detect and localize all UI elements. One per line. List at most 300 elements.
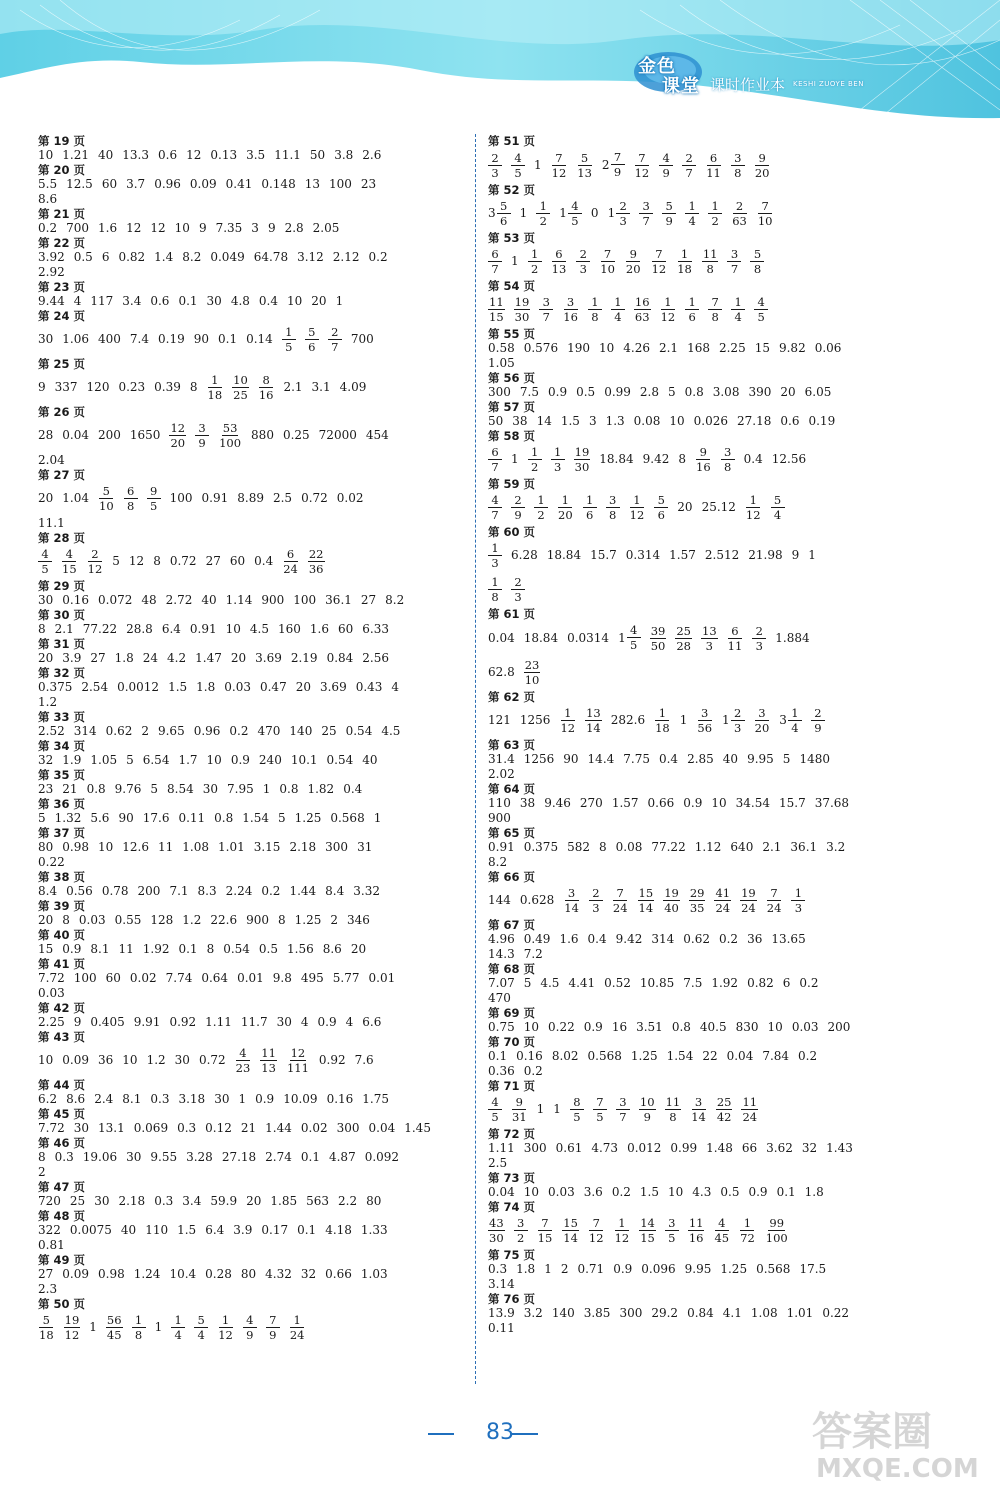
whole-part: 1 bbox=[722, 713, 730, 727]
answer-value: 90 bbox=[193, 332, 209, 346]
numerator: 1 bbox=[588, 295, 602, 310]
fraction bbox=[639, 199, 653, 228]
answer-value: 3.5 bbox=[246, 148, 266, 162]
numerator: 11 bbox=[702, 247, 718, 261]
answer-value: 2.8 bbox=[639, 385, 659, 399]
answer-line bbox=[488, 293, 928, 327]
answer-value: 32 bbox=[38, 753, 54, 767]
denominator: 6 bbox=[499, 213, 508, 228]
answer-value: 7.74 bbox=[165, 971, 193, 985]
answer-value: 40 bbox=[722, 752, 739, 766]
page-section-title: 第 35 页 bbox=[38, 768, 86, 782]
answer-value: 14.3 bbox=[488, 947, 515, 961]
numerator: 9 bbox=[626, 247, 640, 262]
answer-value: 31 bbox=[357, 840, 373, 854]
answer-value: 7.5 bbox=[519, 385, 539, 399]
answer-value: 8 bbox=[38, 622, 46, 636]
answer-value: 60 bbox=[101, 177, 118, 191]
answer-value: 40 bbox=[201, 593, 217, 607]
answer-value: 1.05 bbox=[90, 753, 118, 767]
fraction bbox=[611, 150, 625, 179]
answer-value: 700 bbox=[350, 332, 374, 346]
answer-value: 0.98 bbox=[98, 1267, 125, 1281]
answer-value: 0.22 bbox=[822, 1306, 850, 1320]
fraction bbox=[282, 325, 296, 354]
page-section-title: 第 64 页 bbox=[488, 782, 536, 796]
answer-value: 0.92 bbox=[318, 1053, 346, 1067]
fraction bbox=[754, 151, 771, 180]
answer-line bbox=[488, 1093, 928, 1127]
denominator: 8 bbox=[608, 508, 617, 522]
numerator: 1 bbox=[528, 247, 542, 262]
answer-value: 15.7 bbox=[778, 796, 806, 810]
answer-value: 880 bbox=[251, 428, 274, 442]
answer-value: 4.96 bbox=[488, 932, 515, 946]
answer-value: 200 bbox=[98, 428, 121, 442]
fraction bbox=[727, 624, 744, 653]
numerator: 5 bbox=[305, 325, 319, 340]
page-section-title: 第 30 页 bbox=[38, 608, 86, 622]
answer-value: 3.2 bbox=[826, 840, 846, 854]
numerator: 1 bbox=[132, 1313, 146, 1328]
denominator: 50 bbox=[650, 638, 666, 653]
denominator: 5 bbox=[630, 638, 638, 652]
answer-value: 4.8 bbox=[230, 294, 250, 308]
denominator: 9 bbox=[814, 721, 822, 735]
answer-line bbox=[38, 250, 468, 265]
page-section-title: 第 47 页 bbox=[38, 1180, 86, 1194]
numerator: 2 bbox=[733, 199, 747, 214]
answer-value: 1 bbox=[808, 548, 816, 562]
denominator: 5 bbox=[514, 165, 522, 180]
answer-value: 337 bbox=[54, 380, 78, 394]
numerator: 6 bbox=[728, 624, 742, 639]
fraction bbox=[731, 151, 745, 180]
numerator: 5 bbox=[194, 1313, 208, 1328]
answer-line bbox=[38, 453, 468, 468]
answer-line bbox=[488, 148, 928, 183]
answer-value: 0.0314 bbox=[567, 630, 610, 645]
answer-value: 27.18 bbox=[221, 1150, 257, 1164]
answer-value: 0.72 bbox=[169, 554, 197, 568]
answer-value: 2.1 bbox=[283, 380, 303, 394]
denominator: 24 bbox=[715, 901, 731, 915]
numerator: 11 bbox=[261, 1046, 276, 1060]
page-section-title: 第 45 页 bbox=[38, 1107, 86, 1121]
denominator: 9 bbox=[246, 1328, 254, 1342]
numerator: 3 bbox=[639, 199, 653, 214]
answer-value: 2.5 bbox=[488, 1156, 508, 1170]
answer-value: 100 bbox=[293, 593, 317, 607]
answer-value: 0.568 bbox=[756, 1262, 791, 1276]
answer-value: 0.99 bbox=[670, 1141, 698, 1155]
answer-value: 7.4 bbox=[129, 332, 149, 346]
denominator: 24 bbox=[741, 901, 756, 915]
page-section-title: 第 50 页 bbox=[38, 1297, 86, 1311]
answer-value: 1.82 bbox=[307, 782, 335, 796]
numerator: 7 bbox=[611, 150, 625, 165]
answer-value: 8.2 bbox=[182, 250, 202, 264]
answer-value: 20 bbox=[350, 942, 367, 956]
answer-value: 0.4 bbox=[254, 554, 274, 568]
numerator: 4 bbox=[243, 1313, 257, 1328]
numerator: 1 bbox=[583, 493, 597, 508]
denominator: 3 bbox=[491, 556, 499, 570]
answer-value: 30 bbox=[214, 1092, 230, 1106]
answer-value: 0.99 bbox=[604, 385, 631, 399]
fraction bbox=[511, 493, 525, 522]
answer-value: 11 bbox=[158, 840, 174, 854]
fraction bbox=[685, 199, 699, 228]
answer-value: 5.6 bbox=[90, 811, 110, 825]
answer-value: 0.2 bbox=[798, 1049, 818, 1063]
answer-value: 1.04 bbox=[62, 491, 89, 505]
fraction bbox=[305, 325, 319, 354]
answer-value: 21 bbox=[240, 1121, 257, 1135]
page-section-title: 第 33 页 bbox=[38, 710, 86, 724]
fraction bbox=[488, 1095, 502, 1124]
answer-value: 3.51 bbox=[636, 1020, 663, 1034]
answer-value: 0.09 bbox=[189, 177, 217, 191]
watermark-cn: 答案圈 bbox=[812, 1409, 932, 1455]
answer-value: 9 bbox=[73, 1015, 82, 1029]
answer-value: 0.56 bbox=[66, 884, 93, 898]
answer-value: 4.32 bbox=[265, 1267, 292, 1281]
answer-value: 4.5 bbox=[540, 976, 560, 990]
answer-value: 10.4 bbox=[169, 1267, 197, 1281]
answer-value: 8 bbox=[678, 452, 686, 466]
answer-value: 7.72 bbox=[38, 971, 65, 985]
answer-value: 19.06 bbox=[82, 1150, 118, 1164]
numerator: 2 bbox=[511, 493, 525, 508]
fraction bbox=[528, 445, 542, 474]
denominator: 30 bbox=[574, 460, 590, 474]
numerator: 3 bbox=[721, 445, 735, 460]
fraction bbox=[766, 886, 783, 915]
denominator: 7 bbox=[491, 460, 499, 474]
numerator: 7 bbox=[758, 199, 772, 214]
answer-line bbox=[488, 932, 928, 947]
answer-value: 190 bbox=[567, 341, 590, 355]
denominator: 100 bbox=[765, 1231, 788, 1245]
answer-line bbox=[38, 419, 468, 453]
answer-value: 1 bbox=[335, 294, 344, 308]
fraction bbox=[690, 1095, 707, 1124]
answer-value: 10 bbox=[669, 414, 685, 428]
answer-value: 4.3 bbox=[692, 1185, 712, 1199]
fraction bbox=[488, 247, 502, 276]
answer-value: 120 bbox=[86, 380, 110, 394]
answer-value: 0.91 bbox=[488, 840, 515, 854]
denominator: 7 bbox=[685, 165, 693, 180]
denominator: 3 bbox=[491, 165, 499, 180]
answer-value: 3.92 bbox=[38, 250, 65, 264]
answer-value: 1 bbox=[262, 782, 271, 796]
numerator: 7 bbox=[589, 1216, 603, 1231]
numerator: 9 bbox=[512, 1095, 526, 1110]
answer-value: 30 bbox=[206, 294, 222, 308]
answer-value: 40 bbox=[362, 753, 378, 767]
denominator: 8 bbox=[723, 460, 732, 474]
answer-value: 0.06 bbox=[814, 341, 842, 355]
page-section-title: 第 23 页 bbox=[38, 280, 86, 294]
denominator: 12 bbox=[560, 721, 576, 735]
answer-value: 3.18 bbox=[178, 1092, 206, 1106]
fraction bbox=[570, 1095, 584, 1124]
answer-value: 5 bbox=[523, 976, 532, 990]
answer-value: 27 bbox=[38, 1267, 54, 1281]
answer-value: 18.84 bbox=[546, 548, 582, 562]
fraction bbox=[616, 1095, 630, 1124]
answer-value: 8.4 bbox=[38, 884, 58, 898]
fraction bbox=[243, 1313, 257, 1342]
numerator: 39 bbox=[650, 623, 666, 638]
answer-value: 300 bbox=[336, 1121, 360, 1135]
answer-value: 8 bbox=[189, 380, 198, 394]
answer-value: 0.1 bbox=[178, 942, 198, 956]
numerator: 2 bbox=[511, 575, 525, 590]
fraction bbox=[606, 493, 620, 522]
answer-value: 17.5 bbox=[799, 1262, 827, 1276]
answer-value: 454 bbox=[365, 428, 389, 442]
answer-value: 2.18 bbox=[118, 1194, 146, 1208]
fraction bbox=[695, 445, 712, 474]
denominator: 8 bbox=[734, 165, 742, 180]
answer-value: 0.39 bbox=[154, 380, 181, 394]
denominator: 15 bbox=[489, 310, 504, 324]
numerator: 3 bbox=[606, 493, 620, 508]
denominator: 20 bbox=[170, 436, 186, 450]
denominator: 16 bbox=[258, 388, 274, 402]
answer-value: 36 bbox=[98, 1053, 114, 1067]
answer-value: 8.6 bbox=[38, 192, 58, 206]
answer-value: 9 bbox=[791, 548, 800, 562]
answer-value: 100 bbox=[328, 177, 352, 191]
fraction bbox=[551, 445, 565, 474]
answer-value: 30 bbox=[38, 332, 54, 346]
denominator: 20 bbox=[625, 262, 641, 276]
denominator: 9 bbox=[198, 436, 206, 450]
answer-value: 36.1 bbox=[790, 840, 818, 854]
denominator: 9 bbox=[662, 165, 670, 180]
answer-value: 0.08 bbox=[615, 840, 643, 854]
answer-value: 0.4 bbox=[658, 752, 679, 766]
answer-value: 2 bbox=[141, 724, 149, 738]
answer-value: 0.576 bbox=[523, 341, 559, 355]
answer-value: 0.9 bbox=[548, 385, 568, 399]
answer-value: 720 bbox=[38, 1194, 61, 1208]
answer-value: 17.6 bbox=[142, 811, 170, 825]
answer-value: 5 bbox=[277, 811, 286, 825]
denominator: 100 bbox=[219, 436, 242, 450]
numerator: 5 bbox=[578, 151, 592, 166]
answer-value: 10.09 bbox=[283, 1092, 318, 1106]
answer-line bbox=[488, 840, 928, 855]
answer-value: 1.47 bbox=[195, 651, 222, 665]
answer-line bbox=[488, 947, 928, 962]
answer-value: 1.8 bbox=[114, 651, 134, 665]
mixed-number bbox=[722, 706, 745, 735]
numerator: 6 bbox=[488, 247, 502, 262]
answer-value: 1 bbox=[536, 1102, 545, 1116]
answer-value: 1 bbox=[519, 206, 528, 220]
answer-value: 0.22 bbox=[548, 1020, 575, 1034]
fraction bbox=[38, 547, 52, 576]
numerator: 99 bbox=[769, 1216, 785, 1230]
answer-value: 140 bbox=[551, 1306, 575, 1320]
fraction bbox=[562, 1216, 579, 1245]
numerator: 7 bbox=[613, 886, 627, 901]
numerator: 1 bbox=[488, 541, 502, 556]
denominator: 10 bbox=[99, 499, 114, 513]
fraction bbox=[665, 1095, 682, 1124]
page-section-title: 第 28 页 bbox=[38, 531, 86, 545]
denominator: 3 bbox=[705, 638, 713, 653]
answer-value: 1.5 bbox=[168, 680, 188, 694]
answer-value: 8.6 bbox=[322, 942, 342, 956]
answer-value: 0.4 bbox=[743, 452, 763, 466]
fraction bbox=[194, 1313, 208, 1342]
answer-line bbox=[38, 221, 468, 236]
answer-value: 390 bbox=[748, 385, 772, 399]
answer-value: 59.9 bbox=[210, 1194, 238, 1208]
numerator: 19 bbox=[741, 886, 756, 900]
page-section-title: 第 48 页 bbox=[38, 1209, 86, 1223]
answer-value: 0.012 bbox=[627, 1141, 662, 1155]
answer-value: 7.35 bbox=[215, 221, 243, 235]
fraction bbox=[488, 151, 502, 180]
denominator: 3 bbox=[619, 213, 627, 228]
answer-line bbox=[38, 651, 468, 666]
denominator: 28 bbox=[676, 638, 691, 653]
numerator: 6 bbox=[488, 445, 502, 460]
answer-value: 0.71 bbox=[577, 1262, 605, 1276]
page-section-title: 第 56 页 bbox=[488, 371, 536, 385]
watermark bbox=[802, 1400, 992, 1490]
answer-line bbox=[38, 265, 468, 280]
fraction bbox=[132, 1313, 146, 1342]
answer-line bbox=[488, 1156, 928, 1171]
fraction bbox=[629, 493, 646, 522]
answer-value: 3.85 bbox=[583, 1306, 611, 1320]
answer-value: 240 bbox=[258, 753, 282, 767]
answer-value: 300 bbox=[325, 840, 349, 854]
answer-value: 13 bbox=[304, 177, 320, 191]
answer-value: 0.04 bbox=[62, 428, 89, 442]
answer-value: 0.91 bbox=[189, 622, 217, 636]
page-section-title: 第 37 页 bbox=[38, 826, 86, 840]
answer-value: 0.3 bbox=[150, 1092, 170, 1106]
answer-value: 1.03 bbox=[360, 1267, 388, 1281]
answer-value: 1.75 bbox=[362, 1092, 389, 1106]
numerator: 4 bbox=[488, 493, 502, 508]
answer-value: 0.09 bbox=[62, 1053, 89, 1067]
answer-line bbox=[488, 245, 928, 279]
answer-value: 22.6 bbox=[210, 913, 238, 927]
numerator: 1 bbox=[791, 886, 805, 901]
answer-value: 0.1 bbox=[300, 1150, 320, 1164]
answer-value: 3.1 bbox=[311, 380, 331, 394]
mixed-number bbox=[602, 150, 625, 179]
answer-value: 1.25 bbox=[630, 1049, 658, 1063]
answer-value: 25 bbox=[69, 1194, 86, 1208]
answer-value: 13.1 bbox=[98, 1121, 125, 1135]
answer-value: 50 bbox=[309, 148, 326, 162]
answer-value: 10 bbox=[767, 1020, 783, 1034]
answer-value: 14.4 bbox=[587, 752, 615, 766]
answer-value: 300 bbox=[488, 385, 511, 399]
answer-value: 8.6 bbox=[66, 1092, 86, 1106]
answer-value: 0.092 bbox=[364, 1150, 400, 1164]
answer-value: 0.36 bbox=[488, 1064, 515, 1078]
answer-value: 7.2 bbox=[523, 947, 543, 961]
answer-line bbox=[488, 1020, 928, 1035]
answer-value: 30 bbox=[126, 1150, 142, 1164]
denominator: 7 bbox=[491, 508, 499, 522]
answer-value: 0.28 bbox=[205, 1267, 232, 1281]
numerator: 3 bbox=[195, 421, 209, 436]
numerator: 4 bbox=[62, 547, 76, 562]
answer-value: 1.8 bbox=[196, 680, 216, 694]
answer-value: 1.6 bbox=[98, 221, 118, 235]
fraction bbox=[612, 886, 629, 915]
answer-value: 0.9 bbox=[317, 1015, 337, 1029]
answer-value: 5.5 bbox=[38, 177, 58, 191]
numerator: 3 bbox=[539, 295, 553, 310]
answer-line bbox=[38, 680, 468, 695]
fraction bbox=[528, 247, 542, 276]
answer-value: 1 bbox=[544, 1262, 552, 1276]
numerator: 1 bbox=[685, 295, 699, 310]
numerator: 4 bbox=[488, 1095, 502, 1110]
answer-value: 5 bbox=[112, 554, 120, 568]
denominator: 6 bbox=[585, 508, 594, 522]
answer-value: 0.2 bbox=[38, 221, 58, 235]
fraction bbox=[235, 1046, 252, 1075]
answer-value: 0.2 bbox=[799, 976, 819, 990]
answer-value: 0.3 bbox=[154, 1194, 174, 1208]
answer-value: 0.84 bbox=[326, 651, 354, 665]
answer-value: 495 bbox=[300, 971, 324, 985]
answer-value: 9.95 bbox=[747, 752, 774, 766]
answer-value: 20 bbox=[780, 385, 796, 399]
answer-value: 20 bbox=[38, 651, 54, 665]
denominator: 4 bbox=[688, 214, 696, 228]
page-section-title: 第 61 页 bbox=[488, 607, 536, 621]
whole-part: 1 bbox=[618, 630, 626, 645]
answer-value: 4.73 bbox=[591, 1141, 619, 1155]
denominator: 63 bbox=[634, 310, 650, 324]
denominator: 56 bbox=[697, 721, 713, 735]
answer-line bbox=[488, 491, 928, 525]
answer-value: 0.22 bbox=[38, 855, 65, 869]
answer-value: 3 bbox=[588, 414, 597, 428]
answer-value: 10 bbox=[668, 1185, 684, 1199]
answer-value: 0.16 bbox=[62, 593, 89, 607]
answer-value: 0.47 bbox=[259, 680, 287, 694]
answer-value: 30 bbox=[38, 593, 54, 607]
answer-value: 4.09 bbox=[339, 380, 367, 394]
answer-value: 700 bbox=[66, 221, 89, 235]
fraction bbox=[588, 1216, 605, 1245]
denominator: 5 bbox=[285, 340, 293, 354]
fraction bbox=[654, 493, 668, 522]
answer-value: 2.6 bbox=[362, 148, 382, 162]
answer-value: 18.84 bbox=[523, 630, 559, 645]
answer-value: 0.55 bbox=[114, 913, 142, 927]
numerator: 10 bbox=[639, 1095, 655, 1109]
answer-value: 2.5 bbox=[272, 491, 293, 505]
